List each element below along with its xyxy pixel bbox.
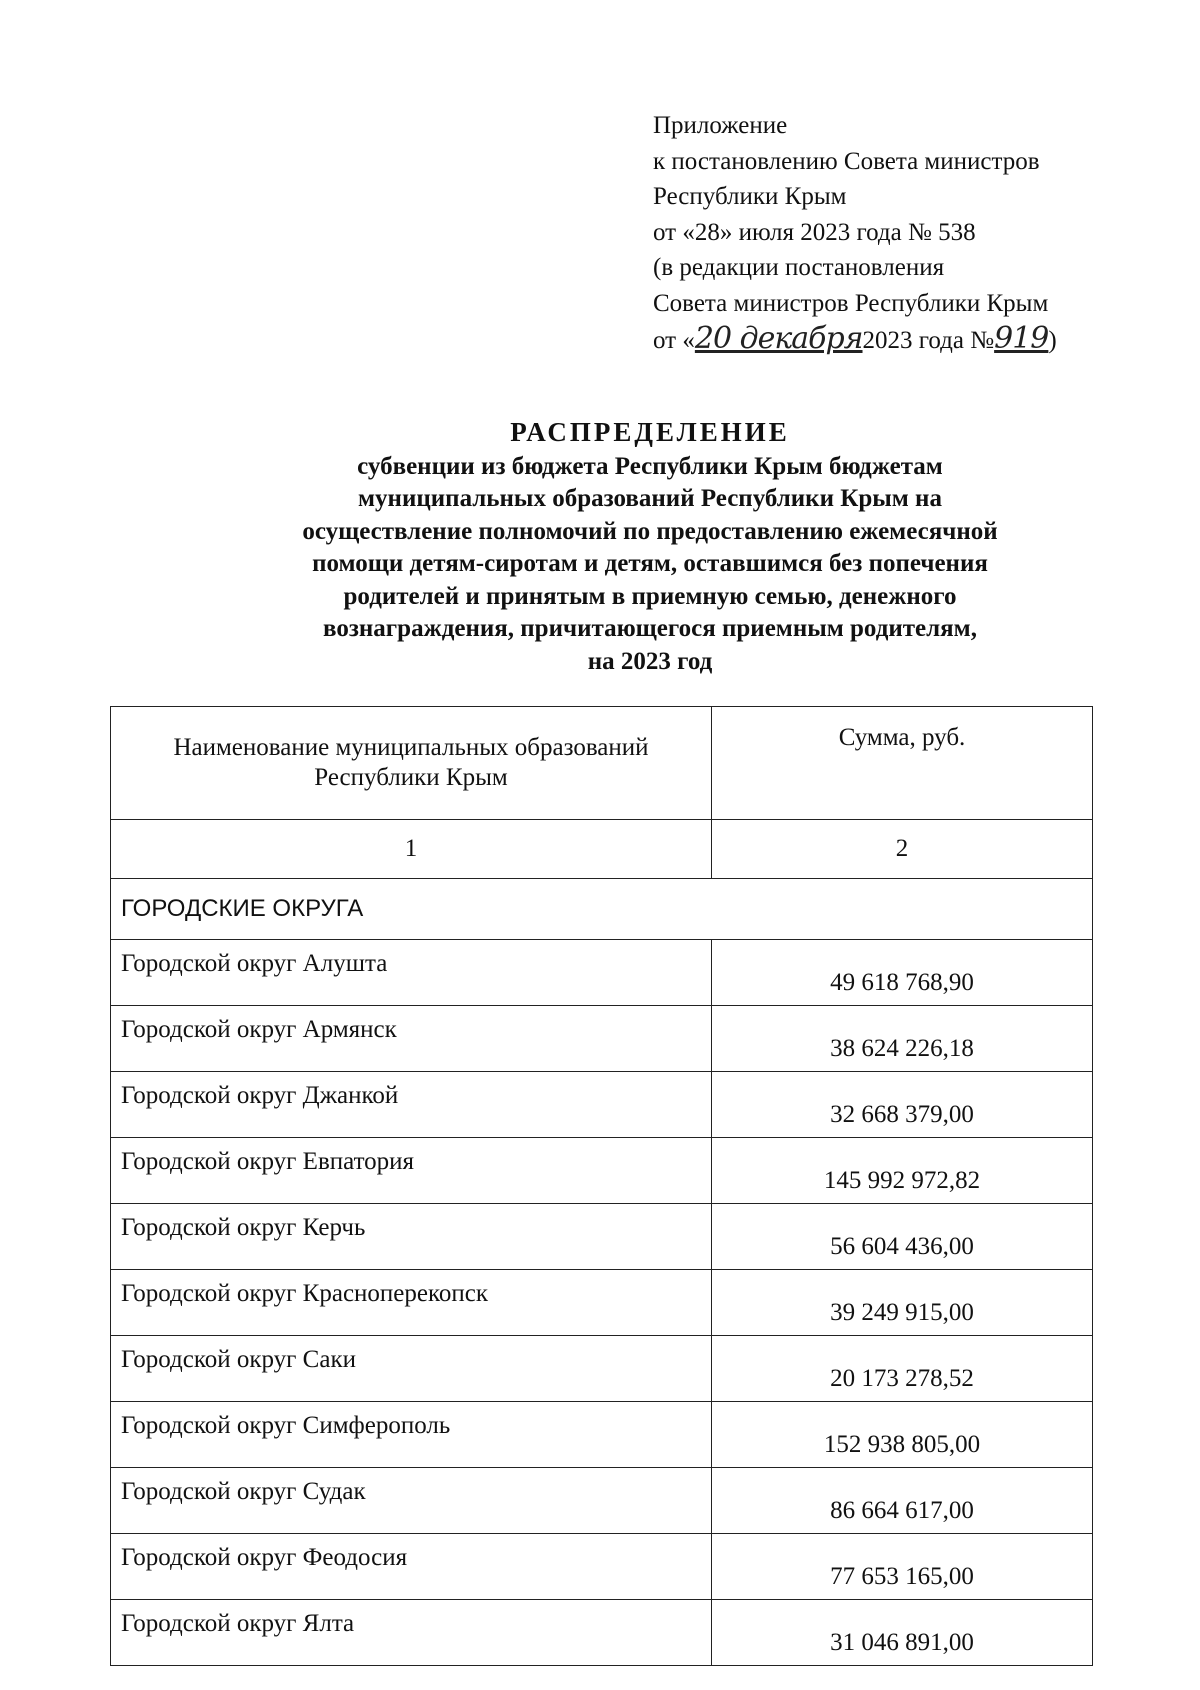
municipality-name: Городской округ Ялта <box>111 1600 712 1666</box>
amount: 152 938 805,00 <box>712 1402 1093 1468</box>
title-line: на 2023 год <box>587 647 713 675</box>
appendix-line: Совета министров Республики Крым <box>653 289 1049 317</box>
appendix-line: Республики Крым <box>653 183 847 210</box>
title-line: родителей и принятым в приемную семью, денежного <box>343 582 957 610</box>
title-line: муниципальных образований Республики Крым на <box>358 485 942 512</box>
handwritten-date: 20 декабря <box>694 321 863 356</box>
table-header-row <box>111 707 1093 820</box>
municipality-name: Городской округ Джанкой <box>111 1072 712 1138</box>
appendix-line: от «28» июля 2023 года № 538 <box>653 218 976 246</box>
section-title: ГОРОДСКИЕ ОКРУГА <box>111 879 1093 940</box>
column-number-row <box>111 820 1093 879</box>
header-name-line: Наименование муниципальных образований <box>173 734 649 761</box>
table-row <box>111 1204 1093 1270</box>
table-row <box>111 1336 1093 1402</box>
appendix-last-prefix: от « <box>653 327 695 354</box>
title-line: осуществление полномочий по предоставлению ежемесячной <box>302 517 998 545</box>
table-row <box>111 1138 1093 1204</box>
appendix-last-middle: 2023 года № <box>862 327 995 354</box>
municipality-name: Городской округ Судак <box>111 1468 712 1534</box>
distribution-table <box>110 706 1093 1666</box>
column-number-1: 1 <box>111 820 712 879</box>
table-row <box>111 940 1093 1006</box>
header-sum-cell: Сумма, руб. <box>712 707 1093 820</box>
appendix-line: к постановлению Совета министров <box>653 147 1040 175</box>
municipality-name: Городской округ Саки <box>111 1336 712 1402</box>
appendix-line: (в редакции постановления <box>653 254 945 281</box>
amount: 38 624 226,18 <box>712 1006 1093 1072</box>
municipality-name: Городской округ Евпатория <box>111 1138 712 1204</box>
table-row <box>111 1534 1093 1600</box>
amount: 86 664 617,00 <box>712 1468 1093 1534</box>
appendix-block <box>653 108 1173 359</box>
amount: 20 173 278,52 <box>712 1336 1093 1402</box>
amount: 77 653 165,00 <box>712 1534 1093 1600</box>
amount: 31 046 891,00 <box>712 1600 1093 1666</box>
amount: 39 249 915,00 <box>712 1270 1093 1336</box>
municipality-name: Городской округ Алушта <box>111 940 712 1006</box>
amount: 56 604 436,00 <box>712 1204 1093 1270</box>
header-name-line: Республики Крым <box>314 764 508 791</box>
title-line: вознаграждения, причитающегося приемным родителям, <box>323 615 977 642</box>
municipality-name: Городской округ Симферополь <box>111 1402 712 1468</box>
amount: 49 618 768,90 <box>712 940 1093 1006</box>
handwritten-number: 919 <box>994 321 1049 356</box>
document-title <box>150 416 1150 678</box>
amount: 32 668 379,00 <box>712 1072 1093 1138</box>
municipality-name: Городской округ Армянск <box>111 1006 712 1072</box>
table-row <box>111 1006 1093 1072</box>
municipality-name: Городской округ Керчь <box>111 1204 712 1270</box>
title-line: субвенции из бюджета Республики Крым бюджетам <box>357 452 943 480</box>
appendix-line: Приложение <box>653 112 788 139</box>
column-number-2: 2 <box>712 820 1093 879</box>
title-line: помощи детям-сиротам и детям, оставшимся без попечения <box>312 550 988 577</box>
table-row <box>111 1072 1093 1138</box>
amount: 145 992 972,82 <box>712 1138 1093 1204</box>
title-main: РАСПРЕДЕЛЕНИЕ <box>510 417 790 447</box>
appendix-line-last <box>653 321 1173 359</box>
municipality-name: Городской округ Феодосия <box>111 1534 712 1600</box>
municipality-name: Городской округ Красноперекопск <box>111 1270 712 1336</box>
appendix-last-suffix: ) <box>1048 327 1057 354</box>
section-row <box>111 879 1093 940</box>
table-row <box>111 1270 1093 1336</box>
table-row <box>111 1402 1093 1468</box>
table-row <box>111 1468 1093 1534</box>
table-row <box>111 1600 1093 1666</box>
header-name-cell <box>111 707 712 820</box>
